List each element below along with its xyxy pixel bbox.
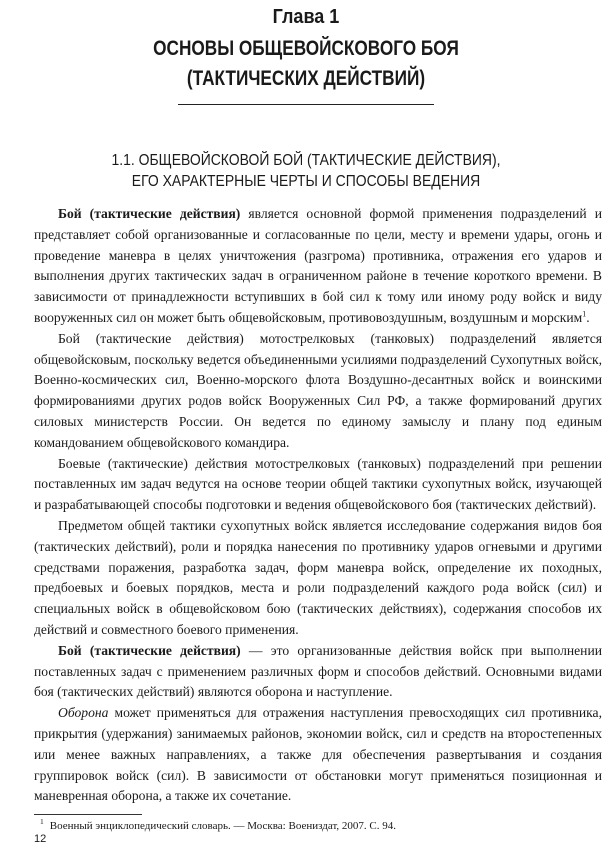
section-title-line-2: ЕГО ХАРАКТЕРНЫЕ ЧЕРТЫ И СПОСОБЫ ВЕДЕНИЯ <box>131 173 481 190</box>
paragraph-1 <box>34 204 602 329</box>
chapter-title-line-1: ОСНОВЫ ОБЩЕВОЙСКОВОГО БОЯ <box>153 37 459 60</box>
body-text <box>34 204 602 807</box>
chapter-title-line-2: (ТАКТИЧЕСКИХ ДЕЙСТВИЙ) <box>186 67 426 90</box>
section-title-line-1: 1.1. ОБЩЕВОЙСКОВОЙ БОЙ (ТАКТИЧЕСКИЕ ДЕЙСТВИЯ), <box>111 152 501 169</box>
paragraph-5-text: — это организованные действия войск при выполнении поставленных задач с применением различных форм и способов действий. Основными видами боя (тактических действий) являются оборона и наступление. <box>34 642 603 700</box>
chapter-label: Глава 1 <box>272 6 340 28</box>
term-battle: Бой (тактические действия) <box>58 206 241 221</box>
paragraph-6 <box>34 703 602 807</box>
paragraph-4: Предметом общей тактики сухопутных войск является исследование содержания видов боя (тактических действий), роли и порядка нанесения по противнику ударов огневыми и другими средствами поражения, разработка задач, форм маневра войск, определение их походных, предбоевых и боевых порядков, места и роли подразделений каждого рода войск (сил) и специальных войск в общевойсковом бою (тактических действиях), содержания способов их действий и совместного боевого применения. <box>34 517 602 637</box>
paragraph-5 <box>34 641 602 703</box>
chapter-title <box>55 34 557 94</box>
footnote-text: Военный энциклопедический словарь. — Москва: Воениздат, 2007. С. 94. <box>49 820 397 832</box>
section-title <box>31 150 582 192</box>
paragraph-2: Бой (тактические действия) мотострелковых (танковых) подразделений является общевойсковым, поскольку ведется объединенными усилиями подразделений Сухопутных войск, Военно-космических сил, Военно-морского флота Воздушно-десантных войск и воинскими формированиями других родов войск Вооруженных Сил РФ, а также формирований других силовых министерств России. Он ведется по единому замыслу и плану под единым командованием общевойскового командира. <box>34 330 602 450</box>
chapter-title-rule <box>178 104 434 105</box>
footnote <box>34 819 602 833</box>
footnote-reference[interactable]: 1 <box>582 309 587 319</box>
term-battle-definition: Бой (тактические действия) <box>58 642 241 658</box>
paragraph-1-text: является основной формой применения подразделений и представляет собой организованные и согласованные по цели, месту и времени удары, огонь и проведение маневра в целях уничтожения (разгрома) противника, отражения его ударов и выполнения других тактических задач в ограниченном районе в течение короткого времени. В зависимости от принадлежности вступивших в бой сил к тому или иному роду войск и виду вооруженных сил он может быть общевойсковым, противовоздушным, воздушным и морским <box>34 206 602 325</box>
footnote-divider <box>34 814 142 815</box>
page-number: 12 <box>34 833 47 845</box>
term-defense: Оборона <box>58 705 109 721</box>
footnote-mark: 1 <box>40 817 44 827</box>
paragraph-6-text: может применяться для отражения наступления превосходящих сил противника, прикрытия (удержания) занимаемых районов, экономии войск, сил и средств на второстепенных или менее важных направлениях, а также для обеспечения развертывания и создания группировок войск (сил). В зависимости от обстановки могут применяться позиционная и маневренная оборона, а также их сочетание. <box>34 705 602 804</box>
paragraph-3: Боевые (тактические) действия мотострелковых (танковых) подразделений при решении поставленных им задач ведутся на основе теории общей тактики сухопутных войск, изучающей и разрабатывающей способы подготовки и ведения общевойскового боя (тактических действий). <box>34 455 602 513</box>
paragraph-1-end: . <box>586 309 590 325</box>
